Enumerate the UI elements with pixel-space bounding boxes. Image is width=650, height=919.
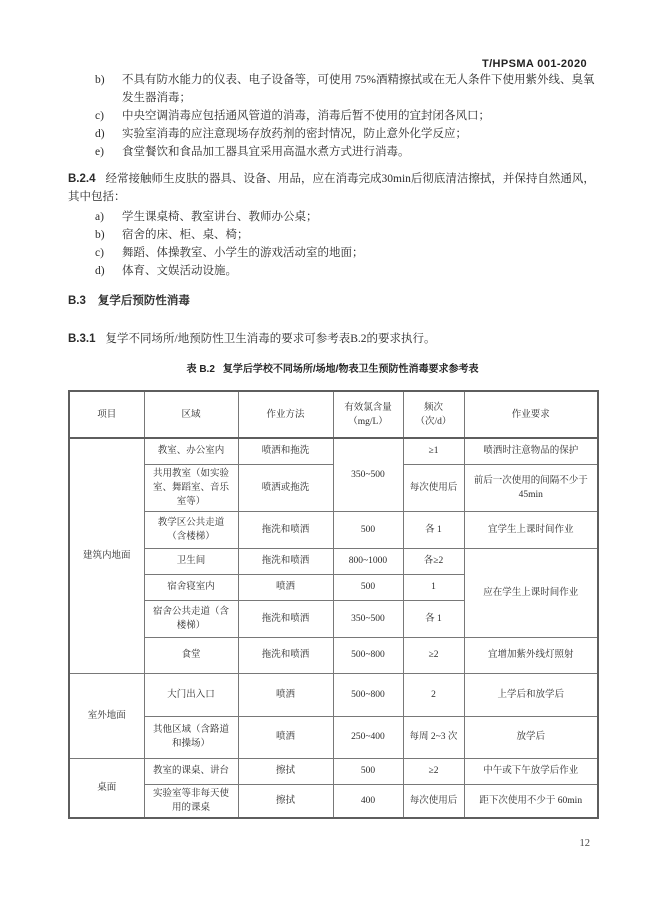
cell-freq: ≥2: [403, 637, 464, 673]
clause-b24: [68, 170, 597, 206]
cell-freq: 各 1: [403, 600, 464, 637]
cell-freq: 各≥2: [403, 548, 464, 574]
cell-chlorine: 350~500: [333, 438, 403, 511]
list-item: [68, 244, 597, 262]
cell-requirement: 喷洒时注意物品的保护: [464, 438, 598, 464]
cell-chlorine: 250~400: [333, 716, 403, 758]
item-text: 舞蹈、体操教室、小学生的游戏活动室的地面；: [122, 247, 364, 259]
cell-method: 喷洒: [238, 673, 333, 716]
list-b23: [68, 71, 597, 161]
cell-freq: 每次使用后: [403, 784, 464, 818]
table-header-row: [69, 391, 598, 438]
cell-requirement: 放学后: [464, 716, 598, 758]
cell-method: 喷洒和拖洗: [238, 438, 333, 464]
clause-number: B.3.1: [68, 333, 96, 345]
cell-area: 其他区域（含路道和操场）: [144, 716, 238, 758]
group-cell-desktop: 桌面: [69, 758, 144, 818]
item-label: b): [95, 74, 105, 86]
item-label: c): [95, 110, 104, 122]
clause-text: 复学不同场所/地预防性卫生消毒的要求可参考表B.2的要求执行。: [105, 333, 436, 345]
cell-requirement: 中午或下午放学后作业: [464, 758, 598, 784]
doc-code: T/HPSMA 001-2020: [481, 58, 587, 70]
clause-number: B.2.4: [68, 173, 96, 185]
header-cell-freq: [403, 391, 464, 438]
table-caption-label: 表 B.2: [186, 364, 215, 375]
item-label: c): [95, 247, 104, 259]
item-text: 宿舍的床、柜、桌、椅；: [122, 229, 249, 241]
cell-area: 宿舍寝室内: [144, 574, 238, 600]
cell-area: 食堂: [144, 637, 238, 673]
header-chlorine-line2: （mg/L）: [348, 416, 388, 427]
cell-chlorine: 500~800: [333, 637, 403, 673]
list-item: [68, 125, 597, 143]
cell-chlorine: 500: [333, 758, 403, 784]
cell-method: 喷洒: [238, 574, 333, 600]
table-caption: [68, 361, 597, 379]
item-text: 食堂餐饮和食品加工器具宜采用高温水煮方式进行消毒。: [122, 146, 410, 158]
cell-freq: 1: [403, 574, 464, 600]
cell-freq: ≥2: [403, 758, 464, 784]
cell-method: 拖洗和喷洒: [238, 548, 333, 574]
cell-area: 教室、办公室内: [144, 438, 238, 464]
cell-freq: ≥1: [403, 438, 464, 464]
item-label: a): [95, 211, 104, 223]
header-chlorine-line1: 有效氯含量: [344, 402, 392, 413]
disinfection-table: [68, 390, 599, 819]
item-label: d): [95, 265, 105, 277]
list-item: [68, 226, 597, 244]
table-row: [69, 548, 598, 574]
item-text: 不具有防水能力的仪表、电子设备等，可使用 75%酒精擦拭或在无人条件下使用紫外线、臭氧发生器消毒；: [122, 74, 595, 104]
cell-chlorine: 500~800: [333, 673, 403, 716]
cell-method: 喷洒或拖洗: [238, 464, 333, 511]
cell-method: 喷洒: [238, 716, 333, 758]
item-text: 中央空调消毒应包括通风管道的消毒，消毒后暂不使用的宜封闭各风口；: [122, 110, 490, 122]
cell-area: 卫生间: [144, 548, 238, 574]
cell-requirement: 宜学生上课时间作业: [464, 511, 598, 548]
list-item: [68, 208, 597, 226]
table-row: [69, 758, 598, 784]
cell-chlorine: 500: [333, 511, 403, 548]
page-content: [68, 71, 597, 819]
table-row: [69, 438, 598, 464]
cell-requirement: 距下次使用不少于 60min: [464, 784, 598, 818]
header-cell-chlorine: [333, 391, 403, 438]
cell-chlorine: 800~1000: [333, 548, 403, 574]
cell-method: 拖洗和喷洒: [238, 600, 333, 637]
cell-area: 宿舍公共走道（含楼梯）: [144, 600, 238, 637]
item-label: d): [95, 128, 105, 140]
list-item: [68, 262, 597, 280]
table-caption-text: 复学后学校不同场所/场地/物表卫生预防性消毒要求参考表: [222, 364, 479, 375]
list-item: [68, 143, 597, 161]
cell-area: 大门出入口: [144, 673, 238, 716]
cell-area: 教室的课桌、讲台: [144, 758, 238, 784]
table-row: [69, 511, 598, 548]
table-row: [69, 673, 598, 716]
header-cell-item: 项目: [69, 391, 144, 438]
table-row: [69, 784, 598, 818]
list-b24: [68, 208, 597, 280]
table-row: [69, 716, 598, 758]
item-text: 体育、文娱活动设施。: [122, 265, 237, 277]
clause-b31: [68, 330, 597, 348]
cell-chlorine: 500: [333, 574, 403, 600]
list-item: [68, 71, 597, 107]
heading-title: 复学后预防性消毒: [97, 295, 190, 307]
cell-freq: 每周 2~3 次: [403, 716, 464, 758]
item-text: 学生课桌椅、教室讲台、教师办公桌；: [122, 211, 318, 223]
group-cell-outdoor-floor: 室外地面: [69, 673, 144, 758]
header-freq-line1: 频次: [423, 402, 443, 413]
item-label: e): [95, 146, 104, 158]
group-cell-indoor-floor: 建筑内地面: [69, 438, 144, 673]
cell-requirement: 宜增加紫外线灯照射: [464, 637, 598, 673]
page-number: 12: [579, 838, 590, 849]
cell-requirement: 前后一次使用的间隔不少于 45min: [464, 464, 598, 511]
cell-area: 教学区公共走道（含楼梯）: [144, 511, 238, 548]
item-text: 实验室消毒的应注意现场存放药剂的密封情况，防止意外化学反应；: [122, 128, 467, 140]
cell-requirement: 上学后和放学后: [464, 673, 598, 716]
cell-freq: 2: [403, 673, 464, 716]
cell-method: 擦拭: [238, 758, 333, 784]
cell-requirement: 应在学生上课时间作业: [464, 548, 598, 637]
cell-chlorine: 350~500: [333, 600, 403, 637]
cell-method: 拖洗和喷洒: [238, 637, 333, 673]
cell-method: 擦拭: [238, 784, 333, 818]
cell-area: 实验室等非每天使用的课桌: [144, 784, 238, 818]
list-item: [68, 107, 597, 125]
heading-b3: [68, 292, 597, 310]
header-cell-area: 区域: [144, 391, 238, 438]
cell-area: 共用教室（如实验室、舞蹈室、音乐室等）: [144, 464, 238, 511]
header-freq-line2: （次/d）: [415, 416, 452, 427]
clause-text: 经常接触师生皮肤的器具、设备、用品，应在消毒完成30min后彻底清洁擦拭，并保持自然通风，其中包括：: [68, 173, 595, 203]
cell-freq: 每次使用后: [403, 464, 464, 511]
table-row: [69, 637, 598, 673]
cell-freq: 各 1: [403, 511, 464, 548]
cell-chlorine: 400: [333, 784, 403, 818]
header-cell-method: 作业方法: [238, 391, 333, 438]
heading-number: B.3: [68, 295, 86, 307]
cell-method: 拖洗和喷洒: [238, 511, 333, 548]
item-label: b): [95, 229, 105, 241]
header-cell-requirement: 作业要求: [464, 391, 598, 438]
